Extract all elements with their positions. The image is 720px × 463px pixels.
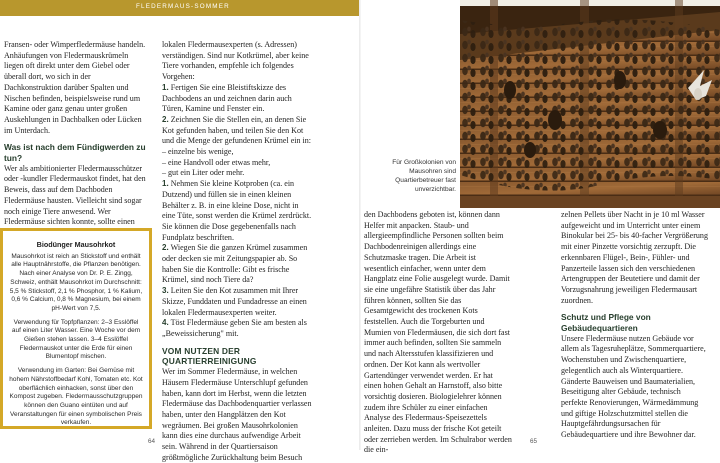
section-heading: Was ist nach dem Fündigwerden zu tun? xyxy=(4,142,146,164)
step-text: Nehmen Sie kleine Kotproben (ca. ein Dutzend) und füllen sie in einen kleinen Behälter z. B. in eine kleine Dose, nicht in eine Tüte, sonst werden die Krümel zerdrückt. Sie können die Dose gegebenenfalls nach Fundplatz beschriften. xyxy=(162,179,312,242)
dash-item: – einzelne bis wenige, xyxy=(162,147,234,157)
dash-item: – eine Handvoll oder etwas mehr, xyxy=(162,157,271,167)
paragraph: lokalen Fledermausexperten (s. Adressen) verständigen. Sind nur Kotkrümel, aber keine Tiere vorhanden, empfehle ich folgendes Vorgehen: xyxy=(162,40,309,82)
step-text: Leiten Sie den Kot zusammen mit Ihrer Skizze, Funddaten und Fundadresse an einen lokalen Fledermausexperten weiter. xyxy=(162,286,307,317)
info-box-biodunger xyxy=(0,228,152,429)
section-heading: VOM NUTZEN DER QUARTIERREINIGUNG xyxy=(162,345,257,367)
step-text: Zeichnen Sie die Stellen ein, an denen Sie Kot gefunden haben, und teilen Sie den Kot und die Menge der gefundenen Krümel ein in: xyxy=(162,114,312,146)
right-page xyxy=(360,0,720,455)
right-column-2 xyxy=(561,210,709,441)
running-head-bar xyxy=(0,0,360,16)
bat-colony-photo xyxy=(460,0,720,208)
step-number: 3. xyxy=(162,286,169,296)
step-number: 2. xyxy=(162,243,169,253)
step-3 xyxy=(162,179,312,243)
photo-caption: Für Großkolonien von Mausohren sind Quartierbetreuer fast unverzichtbar. xyxy=(392,159,456,193)
bat-colony-illustration xyxy=(460,0,720,208)
left-column-1 xyxy=(4,40,147,228)
info-box-paragraph: Verwendung im Garten: Bei Gemüse mit hohem Nährstoffbedarf Kohl, Tomaten etc. Kot oberflächlich einhacken, sonst über den Kompost zugeben. Fledermausschutzgruppen können den Guano eintüten und auf Veranstaltungen für einen symbolischen Preis verkaufen. xyxy=(9,367,143,427)
step-2 xyxy=(162,115,312,147)
step-4 xyxy=(162,243,312,286)
paragraph: Fransen- oder Wimperfledermäuse handeln. Anhäufungen von Fledermauskrümeln liegen oft direkt unter dem Giebel oder überall dort, wo sich in der Dachkonstruktion darüber Spalten und Nischen befinden, beispielsweise rund um Kamine oder ganz genau unter großen Auskehlungen in Dachbalken oder Lücken im Unterdach. xyxy=(4,40,146,135)
paragraph: Wer als ambitionierter Fledermausschützer oder -kundler Fledermauskot findet, hat den Beweis, dass auf dem Dachboden Fledermäuse hausten. Vielleicht sind sogar noch einige Tiere anwesend. Wer Fledermäuse sichten konnte, sollte einen xyxy=(4,163,146,227)
step-5 xyxy=(162,286,312,318)
info-box-title: Biodünger Mausohrkot xyxy=(36,240,116,249)
step-number: 4. xyxy=(162,318,169,328)
paragraph: Wer im Sommer Fledermäuse, in welchen Häusern Fledermäuse Unterschlupf gefunden haben, kann dort im Herbst, wenn die letzten Fledermäuse das Dachbodenquartier verlassen haben, unter den Hangplätzen den Kot wegräumen. Bei großen Mausohrkolonien kann dies eine durchaus aufwendige Arbeit sein. Während in der Quartiersaison größtmögliche Zurückhaltung beim Besuch xyxy=(162,367,312,462)
dash-item: – gut ein Liter oder mehr. xyxy=(162,168,245,178)
right-column-1 xyxy=(364,210,512,456)
paragraph: den Dachbodens geboten ist, können dann Helfer mit anpacken. Staub- und allergieempfindliche Personen sollten beim Dachbodenreinigen allerdings eine Schutzmaske tragen. Die Arbeit ist wesentlich einfacher, wenn unter dem Hangplatz eine Folie ausgelegt wurde. Damit sie eine ungefähre Statistik über das Jahr führen können, sollten Sie das Gesamtgewicht des trockenen Kots feststellen. Auch die Torgeburten und Mumien von Fledermäusen, die sich dort fast immer auch befinden, sollten Sie sammeln und nach Altersstufen klassifizieren und ordnen. Der Kot kann als wertvoller Gartendünger verwendet werden. Er hat einen hohen Gehalt an Harnstoff, also bitte vorsichtig dosieren. Biologielehrer können zudem ihre Schüler zu einer einfachen Analyse des Fledermaus-Speisezettels anleiten. Dazu muss der frische Kot geteilt oder zerrieben werden. Im Schulrabor werden die ein- xyxy=(364,210,512,455)
paragraph: Unsere Fledermäuse nutzen Gebäude vor allem als Tagesruheplätze, Sommerquartiere, Wochenstuben und Zwischenquartiere, gelegentlich auch als Winterquartiere. Gänderte Bauweisen und Baumaterialien, Beseitigung alter Gebäude, technisch perfekte Renovierungen, Wärmedämmung und giftige Holzschutzmittel stellen die Hauptgefährdungsursachen für Gebäudequartiere und ihre Bewohner dar. xyxy=(561,333,706,440)
step-6 xyxy=(162,318,312,339)
step-number: 2. xyxy=(162,114,169,124)
step-number: 1. xyxy=(162,179,169,189)
step-text: Wiegen Sie die ganzen Krümel zusammen oder decken sie mit Zeitungspapier ab. So haben Sie die Kontrolle: Gibt es frische Krümel, sind noch Tiere da? xyxy=(162,243,308,285)
running-head-text: FLEDERMAUS-SOMMER xyxy=(136,3,230,10)
step-text: Töst Fledermäuse geben Sie am besten als „Beweissicherung" mit. xyxy=(162,318,307,338)
info-box-paragraph: Mausohrkot ist reich an Stickstoff und enthält alle Hauptnährstoffe, die Pflanzen benötigen. Nach einer Analyse von Dr. P. E. Zingg, Schweiz, enthält Mausohrkot im Durchschnitt: 5,5 % Stickstoff, 2,1 % Phosphor, 1 % Kalium, 0,6 % Calcium, 0,8 % Magnesium, bei einem pH-Wert von 7,5. xyxy=(9,252,143,312)
step-number: 1. xyxy=(162,82,169,92)
paragraph: zelnen Pellets über Nacht in je 10 ml Wasser aufgeweicht und im Unterricht unter einem Binokular bei 25- bis 40-facher Vergrößerung mit einer Pinzette vorsichtig zerzupft. Die erkennbaren Flügel-, Bein-, Fühler- und Panzerteile lassen sich den verschiedenen Artengruppen der Beutetiere und damit der Vorzugsnahrung jeweiligen Fledermausart zuordnen. xyxy=(561,210,708,305)
page-number-right: 65 xyxy=(530,438,538,445)
info-box-paragraph: Verwendung für Topfpflanzen: 2–3 Esslöffel auf einen Liter Wasser. Eine Woche vor dem Gießen stehen lassen. 3–4 Esslöffel Fledermauskot unter die Erde für einen Blumentopf mischen. xyxy=(11,318,141,361)
section-heading: Schutz und Pflege von Gebäudequartieren xyxy=(561,312,651,334)
step-text: Fertigen Sie eine Bleistiftskizze des Dachbodens an und zeichnen darin auch Türen, Kamine und Fenster ein. xyxy=(162,82,292,114)
step-1 xyxy=(162,83,312,115)
page-number-left: 64 xyxy=(148,438,156,445)
left-page xyxy=(0,0,360,462)
left-column-2 xyxy=(162,40,312,463)
